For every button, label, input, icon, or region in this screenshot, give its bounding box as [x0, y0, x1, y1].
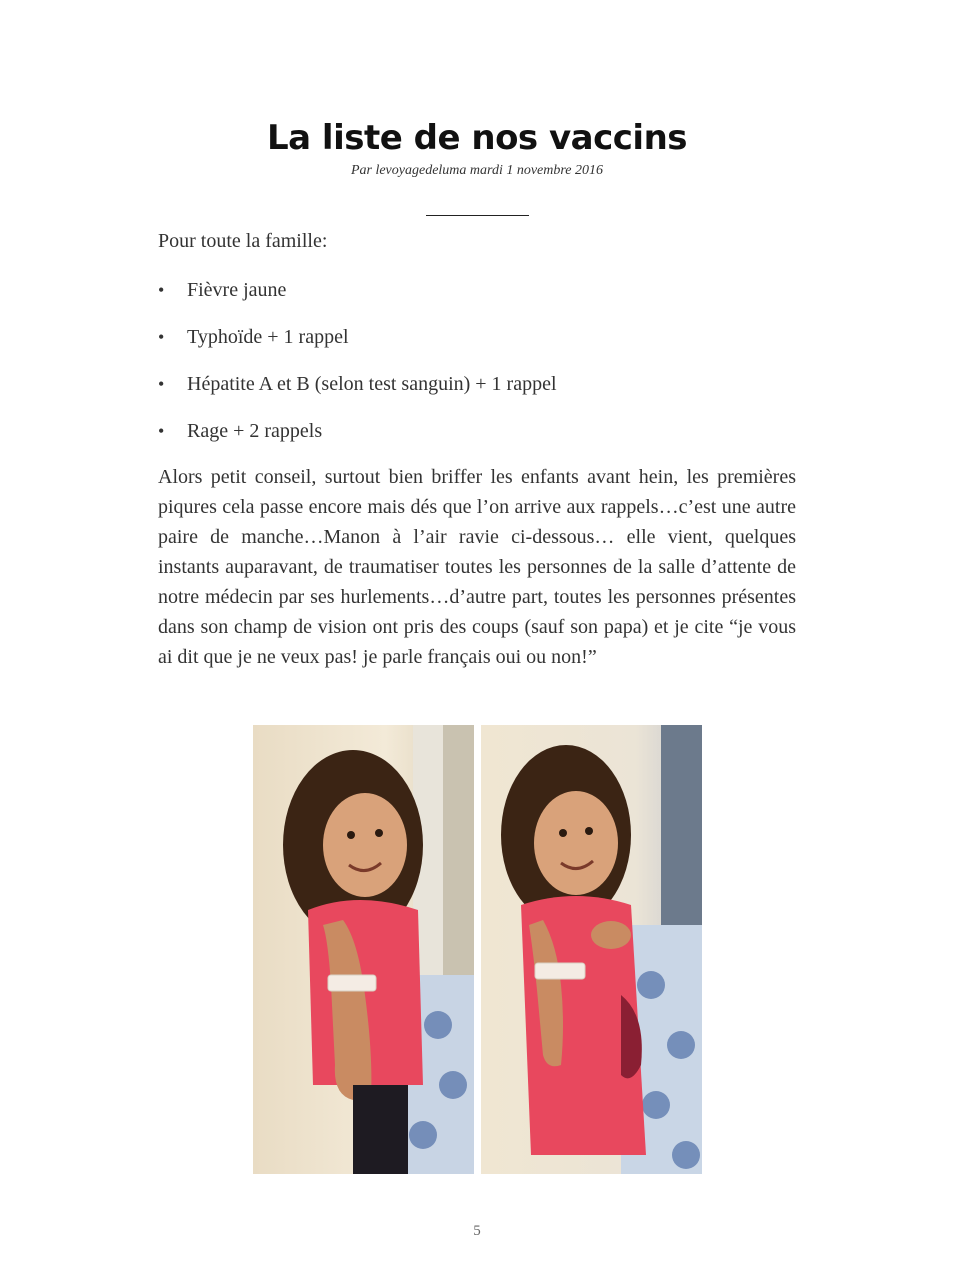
intro-text: Pour toute la famille:	[158, 230, 328, 252]
body-paragraph: Alors petit conseil, surtout bien briffer les enfants avant hein, les premières piqures cela passe encore mais dés que l’on arrive aux rappels…c’est une autre paire de manche…Manon à l’air ravie ci-dessous… elle vient, quelques instants auparavant, de traumatiser toutes les personnes de la salle d’attente de notre médecin par ses hurlements…d’autre part, toutes les personnes présentes dans son champ de vision ont pris des coups (sauf son papa) et je cite “je vous ai dit que je ne veux pas! je parle français oui ou non!”	[158, 466, 796, 668]
vaccine-list	[158, 276, 798, 464]
list-item	[158, 370, 798, 417]
bullet-marker: •	[158, 374, 165, 394]
vaccine-label: Rage + 2 rappels	[187, 420, 323, 442]
bullet-marker: •	[158, 327, 165, 347]
article-title: La liste de nos vaccins	[266, 118, 688, 158]
bullet-marker: •	[158, 280, 165, 300]
list-item	[158, 417, 798, 464]
title-divider	[426, 215, 529, 216]
article-byline: Par levoyagedeluma mardi 1 novembre 2016	[350, 163, 604, 178]
photo-girl-bandage-right	[481, 725, 702, 1174]
vaccine-label: Typhoïde + 1 rappel	[187, 326, 349, 348]
vaccine-label: Hépatite A et B (selon test sanguin) + 1 rappel	[187, 373, 557, 395]
vaccine-label: Fièvre jaune	[187, 279, 287, 301]
page-number: 5	[473, 1223, 481, 1239]
bullet-marker: •	[158, 421, 165, 441]
list-item	[158, 276, 798, 323]
list-item	[158, 323, 798, 370]
photo-girl-bandage-left	[253, 725, 474, 1174]
